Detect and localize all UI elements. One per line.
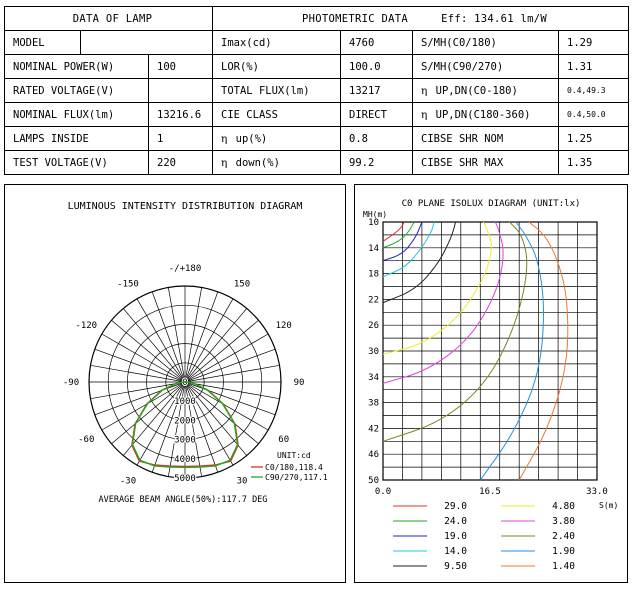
polar-chart — [5, 185, 345, 582]
eta-symbol: η — [421, 84, 428, 97]
legend-entry-c90: C90/270,117.1 — [265, 473, 328, 482]
row-label: CIE CLASS — [213, 103, 341, 127]
isolux-x-tick: 0.0 — [374, 487, 392, 497]
row-label — [413, 103, 559, 127]
isolux-y-tick: 42 — [368, 424, 379, 435]
isolux-contour-3.80 — [383, 222, 503, 383]
polar-angle-label: 60 — [278, 435, 290, 445]
legend-name: C0/180 — [265, 463, 294, 472]
polar-angle-label: 120 — [275, 321, 292, 331]
isolux-legend-label: 29.0 — [444, 501, 467, 512]
row-value: 99.2 — [341, 151, 413, 175]
isolux-x-tick: 16.5 — [479, 487, 501, 497]
row-label: S/MH(C0/180) — [413, 31, 559, 55]
isolux-legend-label: 2.40 — [552, 531, 575, 542]
row-label-text: down(%) — [235, 156, 280, 169]
eta-symbol: η — [221, 156, 228, 169]
row-value: 13216.6 — [149, 103, 213, 127]
polar-radial-label: 0 — [182, 378, 188, 388]
row-value: 100 — [149, 55, 213, 79]
polar-title: LUMINOUS INTENSITY DISTRIBUTION DIAGRAM — [67, 201, 303, 212]
isolux-chart — [355, 185, 627, 582]
row-label: S/MH(C90/270) — [413, 55, 559, 79]
isolux-legend-label: 14.0 — [444, 546, 467, 557]
row-label-text: UP,DN(C180-360) — [435, 108, 531, 121]
polar-diagram-panel — [4, 184, 346, 583]
isolux-y-tick: 18 — [368, 269, 379, 280]
polar-angle-label: 150 — [233, 279, 251, 290]
row-value: 1.35 — [559, 151, 629, 175]
eta-symbol: η — [221, 132, 228, 145]
isolux-legend — [393, 501, 575, 572]
polar-angle-label: -150 — [117, 279, 139, 290]
isolux-contour-2.40 — [383, 222, 527, 441]
polar-angle-label: -30 — [119, 476, 137, 487]
row-value: 1.25 — [559, 127, 629, 151]
row-label: TEST VOLTAGE(V) — [5, 151, 149, 175]
row-label: RATED VOLTAGE(V) — [5, 79, 149, 103]
polar-unit-label: UNIT:cd — [277, 451, 311, 460]
row-value: 1.29 — [559, 31, 629, 55]
polar-angle-label: -/+180 — [168, 264, 202, 274]
isolux-y-tick: 10 — [368, 218, 379, 228]
lamp-data-table — [4, 6, 628, 174]
isolux-y-tick: 14 — [368, 243, 379, 254]
row-label — [213, 127, 341, 151]
isolux-title: C0 PLANE ISOLUX DIAGRAM (UNIT:lx) — [401, 199, 581, 209]
polar-radial-label: 4000 — [174, 454, 196, 465]
row-value — [149, 79, 213, 103]
isolux-legend-label: 19.0 — [444, 531, 467, 542]
isolux-contour-14.0 — [383, 222, 434, 277]
isolux-grid — [383, 222, 597, 480]
isolux-y-ticks — [368, 218, 379, 486]
row-label: LOR(%) — [213, 55, 341, 79]
row-value: 13217 — [341, 79, 413, 103]
row-value: 0.8 — [341, 127, 413, 151]
row-label: LAMPS INSIDE — [5, 127, 149, 151]
isolux-y-tick: 46 — [368, 450, 379, 461]
polar-angle-label: 90 — [293, 378, 305, 388]
polar-angle-label: 30 — [236, 476, 248, 487]
polar-angle-label: -90 — [62, 378, 80, 388]
row-value: 100.0 — [341, 55, 413, 79]
legend-value: 117.1 — [303, 473, 328, 482]
row-value: 1 — [149, 127, 213, 151]
row-label: CIBSE SHR NOM — [413, 127, 559, 151]
row-value: 220 — [149, 151, 213, 175]
row-value: DIRECT — [341, 103, 413, 127]
isolux-legend-label: 24.0 — [444, 516, 467, 527]
isolux-legend-label: 1.90 — [552, 546, 575, 557]
row-value: 4760 — [341, 31, 413, 55]
row-label: TOTAL FLUX(lm) — [213, 79, 341, 103]
isolux-y-tick: 50 — [368, 476, 379, 486]
isolux-diagram-panel — [354, 184, 628, 583]
eta-symbol: η — [421, 108, 428, 121]
row-value — [81, 31, 213, 55]
isolux-ylabel: MH(m) — [363, 210, 388, 219]
lamp-data-header: DATA OF LAMP — [5, 7, 213, 31]
row-value: 1.31 — [559, 55, 629, 79]
row-label: NOMINAL POWER(W) — [5, 55, 149, 79]
row-label — [413, 79, 559, 103]
isolux-x-tick: 33.0 — [586, 487, 608, 497]
isolux-x-ticks — [375, 487, 608, 497]
isolux-legend-label: 9.50 — [444, 561, 467, 572]
polar-radial-label: 2000 — [174, 416, 196, 427]
photometric-title: PHOTOMETRIC DATA — [302, 12, 408, 25]
row-value: 0.4,49.3 — [559, 79, 629, 103]
polar-radial-label: 1000 — [174, 397, 196, 408]
row-value: 0.4,50.0 — [559, 103, 629, 127]
isolux-y-tick: 34 — [368, 372, 379, 383]
legend-name: C90/270 — [265, 473, 299, 482]
polar-legend — [251, 451, 328, 482]
isolux-contour-4.80 — [383, 222, 491, 354]
photometric-data-header — [213, 7, 629, 31]
polar-radial-label: 3000 — [174, 435, 196, 446]
isolux-legend-label: 3.80 — [552, 516, 575, 527]
row-label: NOMINAL FLUX(lm) — [5, 103, 149, 127]
polar-radial-label: 5000 — [174, 474, 196, 484]
isolux-y-tick: 22 — [368, 295, 379, 306]
row-label: MODEL — [5, 31, 81, 55]
polar-angle-label: -120 — [75, 321, 98, 331]
legend-value: 118.4 — [298, 463, 323, 472]
isolux-xlabel: S(m) — [599, 501, 619, 510]
isolux-y-tick: 26 — [368, 321, 379, 332]
efficiency-value: Eff: 134.61 lm/W — [441, 12, 548, 25]
isolux-legend-label: 4.80 — [552, 501, 575, 512]
isolux-y-tick: 38 — [368, 398, 379, 409]
row-label-text: up(%) — [235, 132, 268, 145]
polar-angle-label: -60 — [78, 435, 95, 445]
isolux-legend-label: 1.40 — [552, 561, 575, 572]
row-label-text: UP,DN(C0-180) — [435, 84, 518, 97]
row-label — [213, 151, 341, 175]
row-label: CIBSE SHR MAX — [413, 151, 559, 175]
beam-angle-footer: AVERAGE BEAM ANGLE(50%):117.7 DEG — [98, 495, 268, 505]
isolux-y-tick: 30 — [368, 347, 379, 357]
row-label: Imax(cd) — [213, 31, 341, 55]
legend-entry-c0: C0/180,118.4 — [265, 463, 323, 472]
